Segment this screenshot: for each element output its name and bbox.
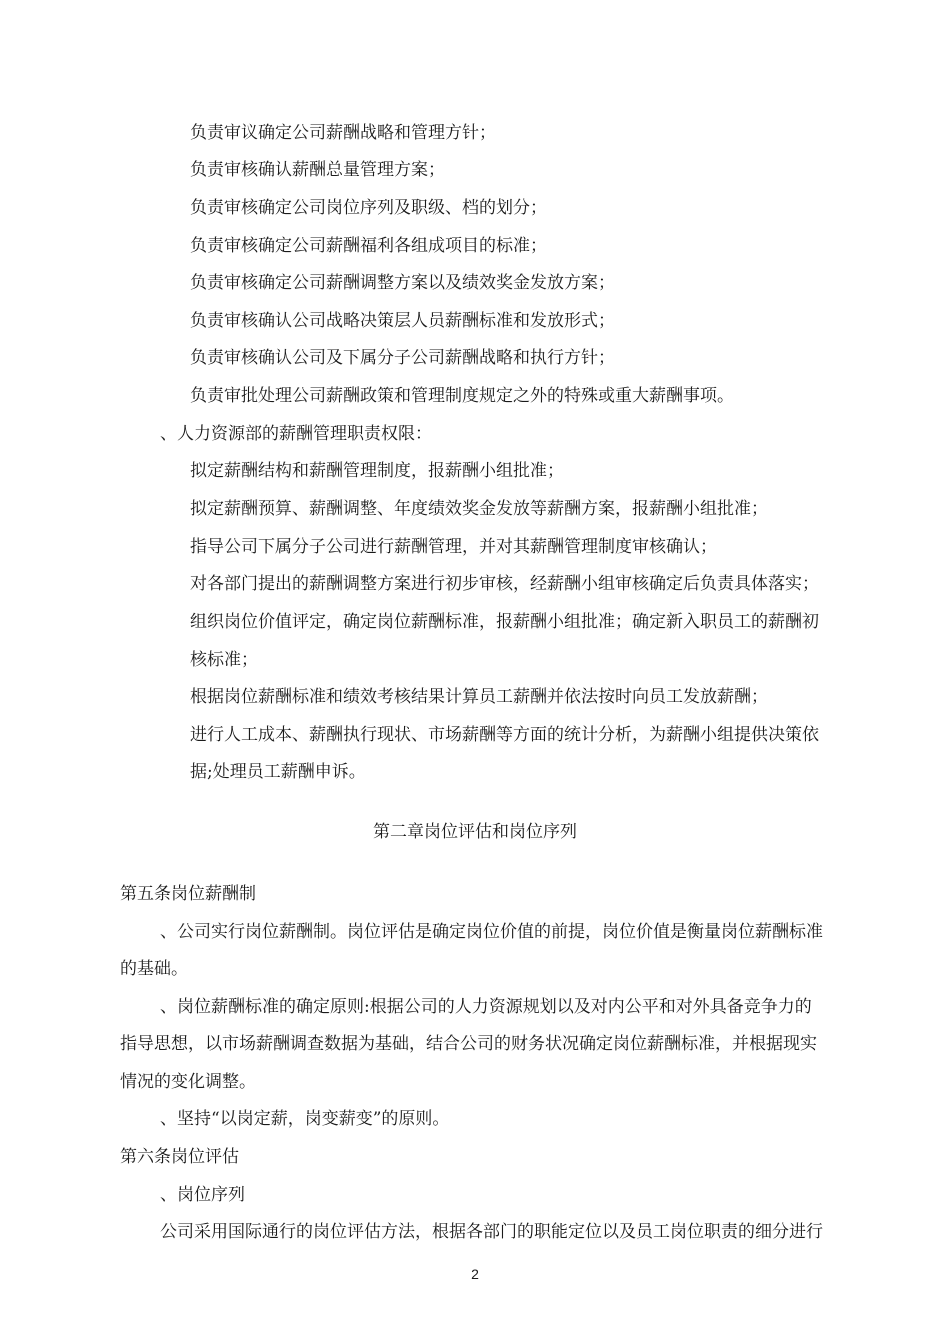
paragraph-line: 指导思想，以市场薪酬调查数据为基础，结合公司的财务状况确定岗位薪酬标准，并根据现实 [120, 1034, 817, 1054]
article-heading: 第六条岗位评估 [120, 1147, 239, 1167]
paragraph-line: 、岗位薪酬标准的确定原则:根据公司的人力资源规划以及对内公平和对外具备竞争力的 [160, 997, 812, 1017]
hr-duty-line: 拟定薪酬预算、薪酬调整、年度绩效奖金发放等薪酬方案，报薪酬小组批准； [190, 499, 768, 519]
duty-line: 负责审批处理公司薪酬政策和管理制度规定之外的特殊或重大薪酬事项。 [190, 386, 734, 406]
paragraph-line: 的基础。 [120, 959, 188, 979]
paragraph-line: 、坚持“以岗定薪，岗变薪变”的原则。 [160, 1109, 450, 1129]
hr-duty-line: 指导公司下属分子公司进行薪酬管理，并对其薪酬管理制度审核确认； [190, 537, 717, 557]
duty-line: 负责审核确定公司岗位序列及职级、档的划分； [190, 198, 547, 218]
duty-line: 负责审核确认薪酬总量管理方案； [190, 160, 445, 180]
article-heading: 第五条岗位薪酬制 [120, 884, 256, 904]
hr-duty-line: 组织岗位价值评定，确定岗位薪酬标准，报薪酬小组批准；确定新入职员工的薪酬初 [190, 612, 819, 632]
duty-line: 负责审核确认公司及下属分子公司薪酬战略和执行方针； [190, 348, 615, 368]
paragraph-line: 公司采用国际通行的岗位评估方法，根据各部门的职能定位以及员工岗位职责的细分进行 [160, 1222, 823, 1242]
chapter-title: 第二章岗位评估和岗位序列 [373, 822, 577, 842]
duty-line: 负责审核确定公司薪酬调整方案以及绩效奖金发放方案； [190, 273, 615, 293]
duty-line: 负责审议确定公司薪酬战略和管理方针； [190, 123, 496, 143]
hr-duty-line: 核标准； [190, 650, 258, 670]
duty-line: 负责审核确定公司薪酬福利各组成项目的标准； [190, 236, 547, 256]
paragraph-line: 、公司实行岗位薪酬制。岗位评估是确定岗位价值的前提，岗位价值是衡量岗位薪酬标准 [160, 922, 823, 942]
hr-duty-line: 拟定薪酬结构和薪酬管理制度，报薪酬小组批准； [190, 461, 564, 481]
duty-line: 负责审核确认公司战略决策层人员薪酬标准和发放形式； [190, 311, 615, 331]
paragraph-line: 、岗位序列 [160, 1185, 245, 1205]
hr-duties-heading: 、人力资源部的薪酬管理职责权限： [160, 424, 432, 444]
hr-duty-line: 对各部门提出的薪酬调整方案进行初步审核，经薪酬小组审核确定后负责具体落实； [190, 574, 819, 594]
paragraph-line: 情况的变化调整。 [120, 1072, 256, 1092]
hr-duty-line: 根据岗位薪酬标准和绩效考核结果计算员工薪酬并依法按时向员工发放薪酬； [190, 687, 768, 707]
page-number: 2 [471, 1266, 479, 1282]
hr-duty-line: 进行人工成本、薪酬执行现状、市场薪酬等方面的统计分析，为薪酬小组提供决策依 [190, 725, 819, 745]
hr-duty-line: 据;处理员工薪酬申诉。 [190, 762, 366, 782]
